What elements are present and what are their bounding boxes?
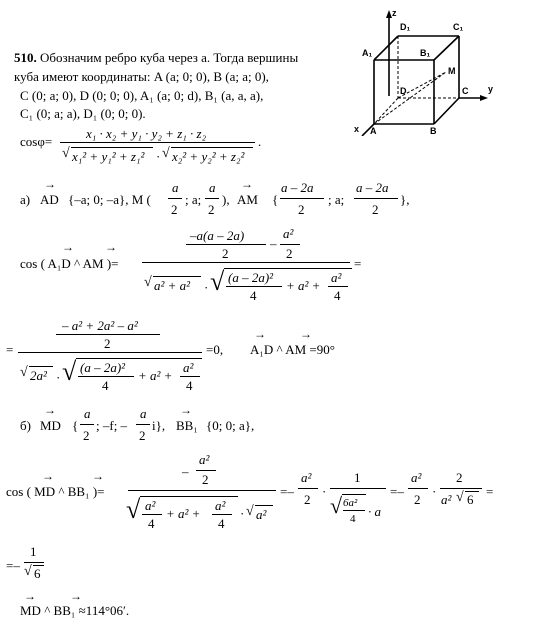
cos-b-t4-sqrt-sign: √ [456,490,464,505]
part-a-label: а) [20,192,31,207]
part-b-f2-tail: i}, [152,418,166,433]
m-frac1-num: a [172,180,179,195]
cube-figure [348,6,508,136]
intro-line-2: куба имеют координаты: A (a; 0; 0), B (a; a; 0), [14,69,269,84]
cos-a-num-right-den: 2 [286,246,293,261]
cos-formula-den-left: x₁² + y₁² + z₁² [72,149,145,164]
cos-b-t3-bar [408,488,428,489]
vector-arrow-bb1-3: → [70,589,82,603]
cos-b-sqrt-sign-1: √ [126,495,141,524]
vector-arrow-a1d: → [62,240,74,254]
am-frac1-den: 2 [298,202,305,217]
result-a-num: – a² + 2a² – a² [62,318,138,333]
cos-a-den-dot: · [204,280,209,295]
vector-arrow-ad: → [44,177,56,191]
cos-a-main-bar [142,262,350,263]
problem-number: 510. [14,50,37,65]
ad-coords: {–a; 0; –a}, M ( [68,192,151,207]
part-b-mid: ; –f; – [96,418,128,433]
figure-label-y: y [488,84,494,94]
result-a-den-last-den: 4 [186,378,193,393]
cos-formula-den-right: x₂² + y₂² + z₂² [172,149,245,164]
result-a-den-last-bar [180,376,200,377]
cos-b-num-den: 2 [202,472,209,487]
cos-b-den-f1-bar [142,514,162,515]
part-b-open: { [72,418,79,433]
result-a-main-bar [18,352,202,353]
cos-b-num-num: a² [199,452,210,467]
cos-a-num-right-num: a² [283,226,294,241]
sqrt-bar-1 [71,147,153,148]
result-a-den-plus: + a² + [138,368,173,383]
result-a-angle: A₁D ^ AM =90° [250,342,335,357]
cos-b-t2-inner-num: 6a² [343,497,358,509]
cos-b-t2-den-tail: · a [368,504,381,519]
cos-b-dot2: · [432,484,437,499]
m-frac2-num: a [209,180,216,195]
cos-b-eq3: = [486,484,494,499]
m-frac1-bar [168,198,182,199]
figure-label-c: C [462,86,469,96]
cos-b-num-bar [196,470,216,471]
part-b-f2-den: 2 [139,428,146,443]
final-bar [24,562,44,563]
bb1-coords: {0; 0; a}, [206,418,255,433]
figure-label-d: D [400,86,407,96]
vector-arrow-a1d-2: → [254,327,266,341]
final-angle: MD ^ BB₁ ≈114°06′. [20,603,130,618]
cos-formula-fraction-bar [60,142,255,143]
final-num: 1 [30,544,37,559]
result-a-sqrt-sign-2: √ [62,357,77,386]
am-frac1-num: a – 2a [281,180,314,195]
cos-a-sqrt-bar-2 [224,268,352,269]
cos-b-den-plus: + a² + [166,506,201,521]
final-sqrt-sign: √ [24,564,32,579]
part-b-f1-den: 2 [83,428,90,443]
sqrt-sign-1: √ [62,146,70,161]
cos-b-den-f1-den: 4 [148,516,155,531]
result-a-den-last-num: a² [183,360,194,375]
cos-b-lhs: cos ( MD ^ BB₁ )= [6,484,105,499]
cos-a-num-left-bar [186,244,266,245]
cos-a-den-plus: + a² + [286,278,321,293]
result-a-num-den: 2 [104,336,111,351]
sqrt-bar-2 [171,147,253,148]
cos-b-den-f1-num: a² [145,498,156,513]
vector-arrow-am-2: → [105,240,117,254]
cos-b-den-f2-bar [212,514,232,515]
vector-arrow-bb1: → [180,403,192,417]
part-b-f1-bar [80,424,94,425]
cos-a-den-last-bar [328,286,348,287]
cos-b-sqrt-bar-2 [255,505,273,506]
vector-arrow-bb1-2: → [92,469,104,483]
cos-a-sqrt-sign-2: √ [210,267,225,296]
cos-b-t1-bar [298,488,318,489]
am-frac2-bar [354,198,398,199]
cos-b-den-f2-den: 4 [218,516,225,531]
m-frac2-bar [205,198,219,199]
vector-arrow-am: → [241,177,253,191]
cos-b-sqrt-bar-1 [140,496,238,497]
figure-label-a1: A₁ [362,48,373,58]
sqrt-sign-2: √ [162,146,170,161]
cos-b-den-dot: · [240,506,245,521]
vector-arrow-md: → [44,403,56,417]
cos-b-t2-num: 1 [354,470,361,485]
figure-label-c1: C₁ [453,22,464,32]
part-b-f2-num: a [140,406,147,421]
cos-b-t1-num: a² [301,470,312,485]
figure-label-m: M [448,66,456,76]
cos-b-num-minus: – [182,464,189,479]
result-a-sqrt-bar-2 [76,358,202,359]
cos-a-den-inner-num: (a – 2a)² [228,270,274,285]
cos-b-t2-inner-den: 4 [350,513,356,525]
am-frac2-den: 2 [372,202,379,217]
cos-b-t3-den: 2 [414,492,421,507]
result-a-sqrt-bar-1 [29,366,53,367]
cos-b-t4-root: 6 [467,492,474,507]
result-a-value: =0, [206,342,224,357]
cos-a-den-last-num: a² [331,270,342,285]
intro-text-1: Обозначим ребро куба через а. Тогда вершины [40,50,299,65]
am-sep: ; a; [328,192,345,207]
figure-label-a: A [370,126,377,136]
cos-b-t4-num: 2 [456,470,463,485]
result-a-den-sqrt1: 2a² [30,368,47,383]
cos-a-den-sqrt1: a² + a² [154,278,191,293]
cos-a-num-right-bar [280,244,300,245]
am-open: { [272,192,279,207]
cos-b-eq2: =– [390,484,404,499]
vector-arrow-md-2: → [42,469,54,483]
figure-label-b1: B₁ [420,48,431,58]
vector-arrow-am-3: → [300,327,312,341]
final-den-root: 6 [34,566,41,581]
cos-a-num-left: –a(a – 2a) [190,228,245,243]
vec-am: AM [237,192,258,207]
cos-formula-lhs: cosφ= [20,134,53,149]
cos-a-lhs: cos ( A₁D ^ AM )= [20,256,119,271]
cos-formula-tail: . [258,134,262,149]
result-a-den-dot: · [56,370,61,385]
cos-a-den-last-den: 4 [334,288,341,303]
vec-md: MD [40,418,61,433]
cos-a-den-inner-bar [226,286,282,287]
cos-b-t4-bar [440,488,482,489]
figure-label-z: z [392,8,397,18]
cos-b-t2-sqrt-sign: √ [330,493,343,518]
vec-bb1: BB₁ [176,418,198,433]
cos-a-num-left-den: 2 [222,246,229,261]
cos-a-equals: = [354,256,362,271]
cos-b-dot1: · [322,484,327,499]
result-a-num-bar [56,334,160,335]
cos-b-t2-inner-bar [343,510,365,511]
coords-line-3: C (0; a; 0), D (0; 0; 0), A₁ (a; 0; d), B₁ (a, a, a), [20,88,264,103]
coords-line-4: C₁ (0; a; a), D₁ (0; 0; 0). [20,106,146,121]
intro-line-1 [14,50,298,65]
am-close: }, [400,192,410,207]
figure-label-b: B [430,126,437,136]
cos-b-den-f2-num: a² [215,498,226,513]
cos-b-t1-den: 2 [304,492,311,507]
result-a-sqrt-sign-1: √ [20,365,28,380]
m-mid: ; a; [185,192,202,207]
result-a-lead: = [6,342,14,357]
cos-formula-dot: · [156,149,161,164]
am-frac2-num: a – 2a [356,180,389,195]
cos-b-main-bar [128,490,276,491]
cos-b-sqrt-sign-2: √ [246,504,254,519]
cos-b-t2-bar [330,488,386,489]
part-b-label: б) [20,418,31,433]
result-a-den-inner-den: 4 [102,378,109,393]
cos-b-t2-sqrt-bar [342,494,366,495]
result-a-den-inner-num: (a – 2a)² [80,360,126,375]
cos-a-num-minus: – [270,236,277,251]
cos-b-eq1: =– [280,484,294,499]
cos-b-t4-den: a² [441,492,452,507]
m-frac2-den: 2 [208,202,215,217]
part-b-f1-num: a [84,406,91,421]
cos-a-sqrt-bar-1 [153,276,201,277]
result-a-den-inner-bar [78,376,134,377]
part-b-f2-bar [136,424,150,425]
cos-b-t3-num: a² [411,470,422,485]
cos-formula-numerator: x₁ · x₂ + y₁ · y₂ + z₁ · z₂ [86,126,207,141]
m-frac1-den: 2 [171,202,178,217]
cos-b-den-sqrt2: a² [256,507,267,522]
am-frac1-bar [280,198,324,199]
cos-a-den-inner-den: 4 [250,288,257,303]
figure-label-x: x [354,124,360,134]
final-lead: =– [6,558,20,573]
m-end: ), [222,192,230,207]
figure-label-d1: D₁ [400,22,411,32]
vector-arrow-md-3: → [24,589,36,603]
vec-ad: AD [40,192,59,207]
cos-a-sqrt-sign-1: √ [144,275,152,290]
